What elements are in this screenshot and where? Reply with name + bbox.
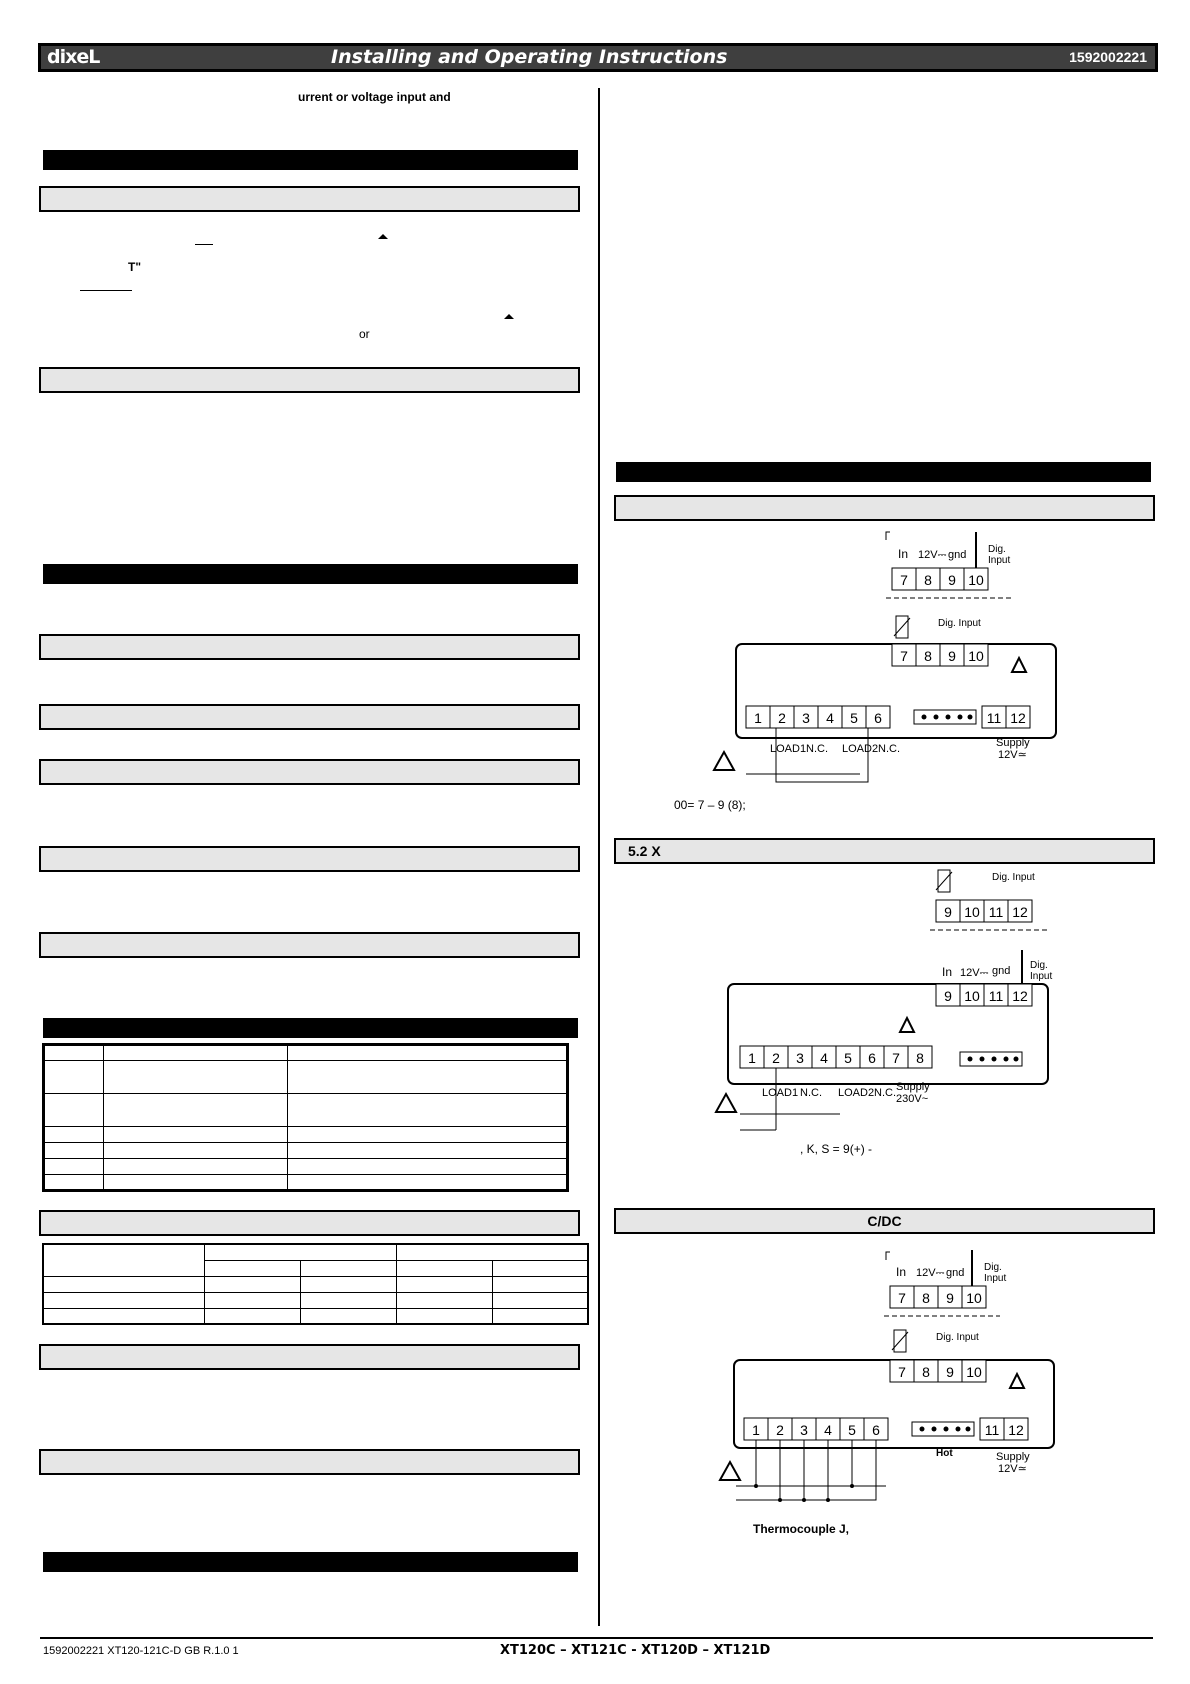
table-cell [43,1244,205,1276]
label-in: In [898,547,909,561]
intro-text: urrent or voltage input and [298,90,451,104]
label-12v: 12V⎓ [916,1267,945,1279]
section-bar [616,462,1151,482]
svg-text:7: 7 [898,1290,906,1306]
svg-text:12: 12 [1008,1422,1024,1438]
subsection-bar [39,634,580,660]
svg-text:3: 3 [802,710,810,726]
subsection-bar [39,1210,580,1236]
table-cell [397,1276,493,1292]
table-cell [397,1244,589,1260]
table-cell [288,1045,568,1061]
svg-text:6: 6 [872,1422,880,1438]
section-bar [43,1552,578,1572]
text-fragment-t: T" [128,260,142,274]
svg-text:8: 8 [916,1050,924,1066]
svg-text:11: 11 [986,710,1002,726]
table-cell [288,1175,568,1191]
svg-text:12: 12 [1010,710,1026,726]
label-input: Input [984,1273,1007,1284]
table-cell [301,1260,397,1276]
svg-text:10: 10 [964,988,980,1004]
table-cell [104,1094,288,1127]
subsection-bar [39,367,580,393]
table-cell [104,1143,288,1159]
table-cell [104,1061,288,1094]
table-cell [44,1094,104,1127]
label-hot: Hot [936,1448,953,1459]
svg-text:9: 9 [944,904,952,920]
svg-text:11: 11 [988,988,1004,1004]
label-dig: Dig. [1030,960,1048,971]
svg-text:1: 1 [752,1422,760,1438]
section-bar [43,564,578,584]
table-cell [44,1045,104,1061]
svg-text:2: 2 [772,1050,780,1066]
label-12v: 12V⎓ [960,967,989,979]
label-nc: N.C. [874,1087,896,1099]
svg-text:7: 7 [892,1050,900,1066]
up-arrow-icon [504,314,514,319]
svg-text:12: 12 [1012,904,1028,920]
table-cell [104,1159,288,1175]
table-row [44,1127,568,1143]
svg-text:1: 1 [748,1050,756,1066]
svg-text:4: 4 [824,1422,832,1438]
table-cell [397,1308,493,1324]
table-row [44,1045,568,1061]
table-cell [288,1143,568,1159]
svg-text:5: 5 [844,1050,852,1066]
document-number: 1592002221 [1069,49,1147,65]
svg-text:7: 7 [898,1364,906,1380]
subsection-bar [39,759,580,785]
svg-text:11: 11 [988,904,1004,920]
subsection-bar-5-2 [614,838,1155,864]
svg-text:1: 1 [754,710,762,726]
table-cell [301,1276,397,1292]
label-supply: Supply [996,737,1030,749]
svg-text:10: 10 [966,1364,982,1380]
svg-text:8: 8 [924,572,932,588]
table-cell [288,1127,568,1143]
parameter-table [42,1043,569,1192]
svg-text:7: 7 [900,572,908,588]
svg-text:9: 9 [948,572,956,588]
underline-mark [195,244,213,245]
label-supply-voltage: 12V≃ [998,749,1027,761]
document-title: Installing and Operating Instructions [331,46,728,68]
svg-text:8: 8 [922,1290,930,1306]
range-table [42,1243,589,1325]
page-header [38,43,1158,72]
label-gnd: gnd [948,549,967,561]
note-thermocouple: Thermocouple J, [753,1522,850,1536]
subsection-bar [39,932,580,958]
table-cell [397,1292,493,1308]
table-cell [43,1292,205,1308]
label-dig: Dig. [988,544,1006,555]
table-row [44,1175,568,1191]
subsection-bar [39,846,580,872]
label-gnd: gnd [992,965,1011,977]
svg-text:4: 4 [820,1050,828,1066]
note-connection-2: , K, S = 9(+) - [800,1142,873,1156]
note-connection-1: 00= 7 – 9 (8); [674,798,746,812]
table-cell [205,1276,301,1292]
svg-text:12: 12 [1012,988,1028,1004]
table-cell [397,1260,493,1276]
label-nc: N.C. [878,743,900,755]
svg-text:10: 10 [966,1290,982,1306]
wiring-diagram-3 [700,1250,1060,1540]
table-row [44,1094,568,1127]
table-row [43,1244,588,1260]
svg-text:8: 8 [924,648,932,664]
svg-text:5: 5 [850,710,858,726]
label-in: In [896,1265,907,1279]
svg-text:11: 11 [984,1422,1000,1438]
table-row [44,1159,568,1175]
section-bar [43,150,578,170]
label-supply-voltage: 12V≃ [998,1463,1027,1475]
table-cell [301,1308,397,1324]
section-bar [43,1018,578,1038]
subsection-bar [39,1344,580,1370]
label-load1: LOAD1 [770,743,807,755]
table-cell [44,1143,104,1159]
footer-rule [40,1637,1153,1639]
svg-text:10: 10 [968,572,984,588]
table-cell [288,1094,568,1127]
label-supply: Supply [996,1451,1030,1463]
table-cell [205,1244,397,1260]
label-supply: Supply [896,1081,930,1093]
label-dig-input: Dig. Input [992,872,1035,883]
table-cell [493,1292,589,1308]
table-cell [301,1292,397,1308]
underline-mark [80,290,132,291]
table-cell [104,1127,288,1143]
up-arrow-icon [378,234,388,239]
table-row [43,1276,588,1292]
svg-text:6: 6 [868,1050,876,1066]
table-cell [288,1159,568,1175]
label-nc: N.C. [806,743,828,755]
wiring-diagram-1 [700,530,1060,810]
svg-text:3: 3 [800,1422,808,1438]
svg-text:2: 2 [776,1422,784,1438]
table-cell [205,1308,301,1324]
table-cell [104,1175,288,1191]
table-cell [44,1061,104,1094]
label-load2: LOAD2 [842,743,879,755]
table-row [43,1308,588,1324]
table-row [43,1292,588,1308]
section-label: C/DC [867,1213,902,1229]
table-cell [44,1127,104,1143]
svg-text:7: 7 [900,648,908,664]
label-dig-input: Dig. Input [938,618,981,629]
label-supply-voltage: 230V~ [896,1093,929,1105]
svg-text:8: 8 [922,1364,930,1380]
table-cell [288,1061,568,1094]
section-label: 5.2 X [628,843,661,859]
dixel-logo: dixeL [47,46,100,68]
subsection-bar-5-3 [614,1208,1155,1234]
label-nc: N.C. [800,1087,822,1099]
label-input: Input [988,555,1011,566]
table-cell [44,1175,104,1191]
svg-text:9: 9 [946,1364,954,1380]
footer-doc-ref: 1592002221 XT120-121C-D GB R.1.0 1 [43,1645,239,1657]
table-cell [493,1276,589,1292]
table-cell [104,1045,288,1061]
column-divider [598,88,600,1626]
svg-text:10: 10 [964,904,980,920]
label-gnd: gnd [946,1267,965,1279]
table-cell [44,1159,104,1175]
text-fragment-or: or [359,327,370,341]
svg-text:3: 3 [796,1050,804,1066]
table-cell [43,1276,205,1292]
label-load2: LOAD2 [838,1087,875,1099]
label-12v: 12V⎓ [918,549,947,561]
table-cell [43,1308,205,1324]
svg-text:9: 9 [944,988,952,1004]
subsection-bar [39,186,580,212]
table-cell [205,1292,301,1308]
svg-text:9: 9 [948,648,956,664]
label-dig: Dig. [984,1262,1002,1273]
svg-text:2: 2 [778,710,786,726]
table-cell [493,1308,589,1324]
label-in: In [942,965,953,979]
table-row [44,1143,568,1159]
svg-text:9: 9 [946,1290,954,1306]
svg-text:6: 6 [874,710,882,726]
label-input: Input [1030,971,1053,982]
svg-text:10: 10 [968,648,984,664]
subsection-bar [39,704,580,730]
wiring-diagram-2 [700,868,1060,1148]
svg-text:5: 5 [848,1422,856,1438]
svg-text:4: 4 [826,710,834,726]
table-row [44,1061,568,1094]
table-cell [493,1260,589,1276]
footer-models: XT120C – XT121C - XT120D – XT121D [500,1643,771,1658]
subsection-bar [39,1449,580,1475]
table-cell [205,1260,301,1276]
label-dig-input: Dig. Input [936,1332,979,1343]
subsection-bar [614,495,1155,521]
label-load1: LOAD1 [762,1087,799,1099]
